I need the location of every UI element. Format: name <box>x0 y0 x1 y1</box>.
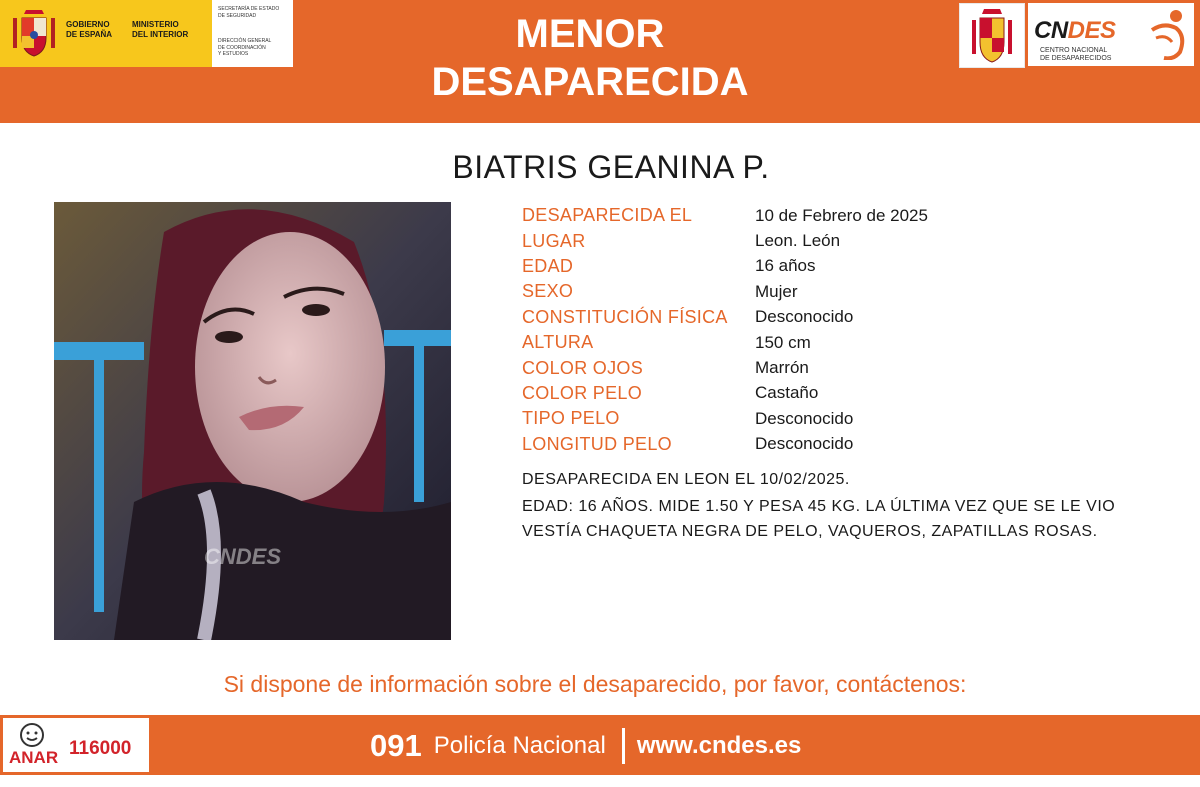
spain-coat-of-arms-icon <box>960 4 1024 67</box>
summary-line-3: VESTÍA CHAQUETA NEGRA DE PELO, VAQUEROS, ZAPATILLAS ROSAS. <box>522 523 1098 540</box>
detail-label: SEXO <box>522 281 574 302</box>
gobierno-text: GOBIERNO DE ESPAÑA <box>66 20 113 39</box>
detail-row-sexo <box>522 279 1182 304</box>
detail-value: Castaño <box>755 383 819 403</box>
detail-label: COLOR OJOS <box>522 357 644 378</box>
detail-row-constitucion <box>522 305 1182 330</box>
detail-row-lugar <box>522 228 1182 253</box>
detail-row-color-ojos <box>522 355 1182 380</box>
footer-divider <box>622 728 625 764</box>
page-title <box>390 10 790 106</box>
person-name: BIATRIS GEANINA P. <box>452 149 770 185</box>
detail-row-tipo-pelo <box>522 406 1182 431</box>
case-summary <box>522 467 1182 544</box>
anar-face-icon <box>19 722 45 748</box>
direccion-text: DIRECCIÓN GENERAL DE COORDINACIÓN Y ESTUDIOS <box>218 38 272 57</box>
cndes-shield-logo <box>959 3 1025 68</box>
website-link[interactable]: www.cndes.es <box>636 732 802 759</box>
detail-label: LONGITUD PELO <box>522 433 672 454</box>
detail-row-edad <box>522 254 1182 279</box>
detail-label: CONSTITUCIÓN FÍSICA <box>522 306 728 327</box>
summary-line-2: EDAD: 16 AÑOS. MIDE 1.50 Y PESA 45 KG. LA ÚLTIMA VEZ QUE SE LE VIO <box>522 498 1116 515</box>
detail-row-color-pelo <box>522 381 1182 406</box>
cndes-figure-icon <box>1146 8 1190 60</box>
police-name: Policía Nacional <box>433 732 606 759</box>
detail-value: 150 cm <box>755 332 811 352</box>
detail-row-longitud-pelo <box>522 432 1182 457</box>
cndes-wordmark <box>1034 17 1116 45</box>
detail-label: EDAD <box>522 255 574 276</box>
police-phone-number[interactable]: 091 <box>370 728 422 763</box>
title-line-1: MENOR <box>515 12 665 56</box>
detail-label: DESAPARECIDA EL <box>522 205 693 226</box>
header-banner <box>0 0 1200 123</box>
detail-value: Leon. León <box>755 231 841 251</box>
detail-value: Mujer <box>755 281 798 301</box>
detail-value: 16 años <box>755 256 816 276</box>
person-details <box>522 203 1182 457</box>
summary-line-1: DESAPARECIDA EN LEON EL 10/02/2025. <box>522 471 850 488</box>
detail-value: 10 de Febrero de 2025 <box>755 205 928 225</box>
detail-value: Desconocido <box>755 408 854 428</box>
detail-label: LUGAR <box>522 230 586 251</box>
title-line-2: DESAPARECIDA <box>431 60 749 104</box>
detail-row-altura <box>522 330 1182 355</box>
detail-value: Desconocido <box>755 307 854 327</box>
photo-illustration <box>54 202 451 640</box>
detail-label: TIPO PELO <box>522 408 620 429</box>
anar-word: ANAR <box>9 748 59 767</box>
detail-row-fecha <box>522 203 1182 228</box>
anar-logo <box>3 718 149 772</box>
footer-contact-line <box>370 726 801 766</box>
government-logo-yellow-panel <box>0 0 212 67</box>
cndes-wordmark-a: CN <box>1034 17 1068 44</box>
contact-prompt: Si dispone de información sobre el desaparecido, por favor, contáctenos: <box>223 671 967 697</box>
ministerio-text: MINISTERIO DEL INTERIOR <box>132 20 189 39</box>
detail-label: COLOR PELO <box>522 382 643 403</box>
photo-watermark: CNDES <box>204 544 282 569</box>
government-logo <box>0 0 293 67</box>
detail-value: Desconocido <box>755 434 854 454</box>
spain-coat-of-arms-icon <box>10 8 58 58</box>
detail-label: ALTURA <box>522 332 594 353</box>
person-photo <box>54 202 451 640</box>
cndes-subtitle: CENTRO NACIONAL DE DESAPARECIDOS <box>1040 47 1112 62</box>
cndes-wordmark-b: DES <box>1067 17 1116 44</box>
secretaria-text: SECRETARÍA DE ESTADO DE SEGURIDAD <box>218 6 280 19</box>
detail-value: Marrón <box>755 358 809 378</box>
anar-phone-number[interactable]: 116000 <box>69 738 132 759</box>
cndes-logo <box>1028 3 1194 66</box>
footer-banner <box>0 715 1200 775</box>
